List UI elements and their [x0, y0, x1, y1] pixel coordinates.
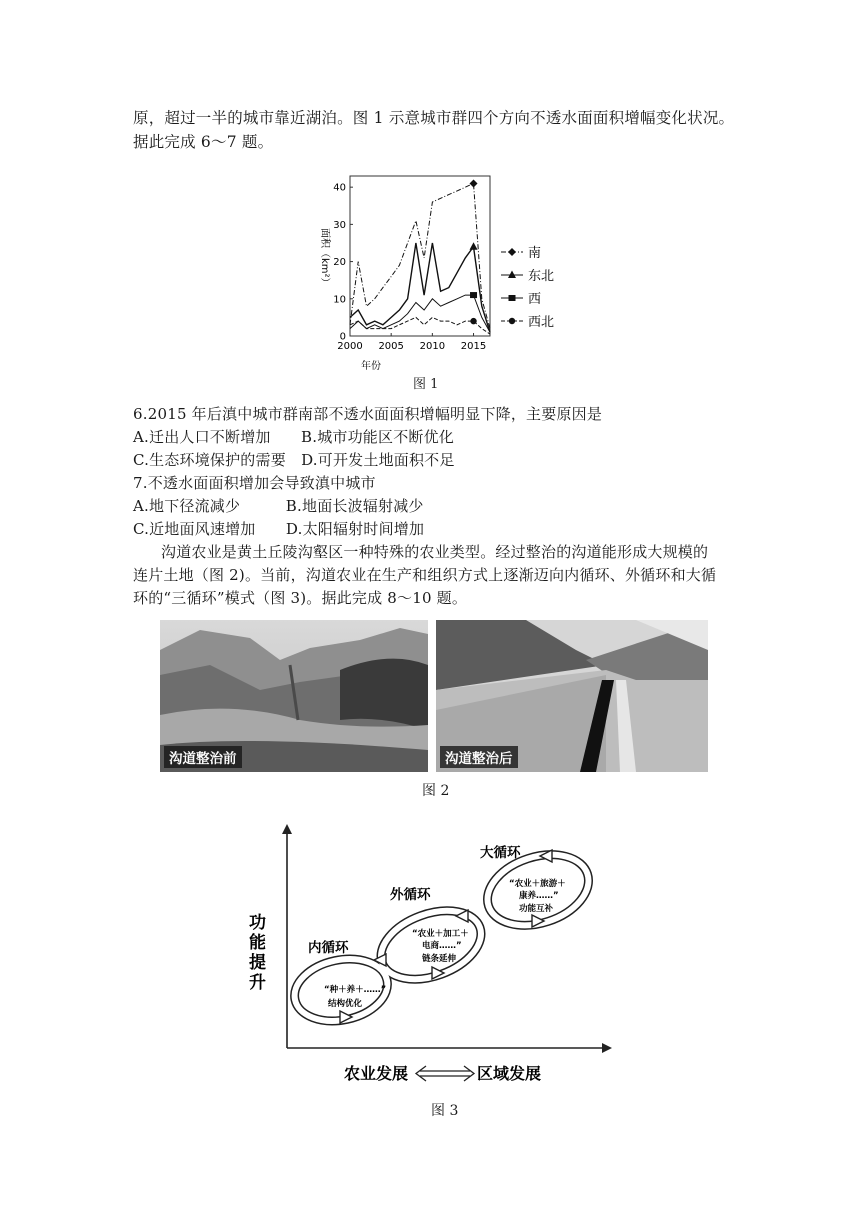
inner-cycle-title: 内循环 [308, 940, 349, 956]
figure-3-caption: 图 3 [431, 1103, 459, 1119]
x-axis-label: 年份 [361, 361, 381, 372]
data-point-circle [509, 318, 515, 324]
y-axis-label-char: 功 [249, 913, 266, 933]
legend-label: 东北 [528, 269, 555, 284]
data-point-triangle [470, 242, 478, 250]
photo-before-label: 沟道整治前 [164, 746, 242, 768]
series-line-2 [350, 295, 490, 332]
data-point-circle [470, 318, 476, 324]
question-7-stem: 7.不透水面面积增加会导致滇中城市 [133, 474, 376, 492]
y-axis-label-char: 升 [249, 973, 266, 993]
passage-2-line-1: 沟道农业是黄土丘陵沟壑区一种特殊的农业类型。经过整治的沟道能形成大规模的 [161, 543, 709, 561]
grand-cycle-line-1: “农业＋旅游＋ [509, 879, 566, 889]
data-point-square [470, 292, 477, 298]
y-axis-label-char: 能 [249, 933, 266, 953]
legend-label: 西 [528, 292, 542, 307]
y-tick-label: 20 [333, 257, 346, 269]
x-tick-label: 2015 [460, 341, 487, 352]
outer-cycle-line-2: 电商……” [422, 941, 462, 951]
x-tick-label: 2005 [378, 341, 404, 352]
grand-cycle-title: 大循环 [480, 845, 521, 861]
data-point-diamond [508, 248, 516, 256]
x-axis-arrow-icon [602, 1043, 612, 1053]
grand-cycle-line-2: 康养……” [519, 891, 559, 901]
photo-after-label: 沟道整治后 [440, 746, 518, 768]
question-6-options-row-1: A.迁出人口不断增加 B.城市功能区不断优化 [133, 428, 454, 446]
photo-before [160, 620, 428, 772]
passage-2-line-2: 连片土地（图 2)。当前，沟道农业在生产和组织方式上逐渐迈向内循环、外循环和大循 [133, 566, 717, 584]
x-axis-label-left: 农业发展 [344, 1064, 409, 1083]
figure-2-caption: 图 2 [422, 783, 450, 799]
figure-1-caption: 图 1 [413, 377, 439, 392]
y-tick-label: 0 [339, 331, 346, 343]
outer-cycle-title: 外循环 [390, 887, 431, 903]
photo-after [436, 620, 708, 772]
question-6-stem: 6.2015 年后滇中城市群南部不透水面面积增幅明显下降，主要原因是 [133, 405, 603, 423]
figure-3 [244, 820, 624, 1120]
grand-cycle-line-3: 功能互补 [519, 904, 554, 914]
inner-cycle-line-1: “种＋养＋……” [324, 985, 387, 995]
intro-line-1: 原，超过一半的城市靠近湖泊。图 1 示意城市群四个方向不透水面面积增幅变化状况。 [133, 109, 735, 127]
plot-frame [350, 176, 490, 336]
x-tick-label: 2010 [419, 341, 446, 352]
y-axis-label: 面积（km²） [319, 228, 330, 288]
legend-label: 南 [528, 246, 542, 261]
series-line-3 [350, 317, 490, 334]
legend-label: 西北 [528, 315, 555, 330]
figure-1 [300, 160, 570, 392]
data-point-square [509, 295, 516, 301]
double-arrow-icon [416, 1066, 474, 1081]
x-tick-label: 2000 [337, 341, 363, 352]
question-6-options-row-2: C.生态环境保护的需要 D.可开发土地面积不足 [133, 451, 455, 469]
y-tick-label: 10 [333, 294, 346, 306]
y-axis-label-char: 提 [249, 953, 266, 973]
x-axis-label-right: 区域发展 [477, 1064, 542, 1083]
y-tick-label: 30 [333, 219, 346, 231]
question-7-options-row-2: C.近地面风速增加 D.太阳辐射时间增加 [133, 520, 425, 538]
passage-2-line-3: 环的“三循环”模式（图 3)。据此完成 8～10 题。 [133, 589, 468, 607]
y-axis-arrow-icon [282, 824, 292, 834]
line-chart [300, 160, 570, 392]
y-tick-label: 40 [333, 182, 346, 194]
series-line-1 [350, 243, 490, 332]
intro-line-2: 据此完成 6～7 题。 [133, 133, 274, 151]
question-7-options-row-1: A.地下径流减少 B.地面长波辐射减少 [133, 497, 424, 515]
data-point-triangle [508, 271, 516, 279]
outer-cycle-line-3: 链条延伸 [422, 954, 457, 964]
outer-cycle-line-1: “农业＋加工＋ [412, 929, 469, 939]
inner-cycle-line-2: 结构优化 [328, 999, 363, 1009]
data-point-diamond [470, 179, 478, 187]
